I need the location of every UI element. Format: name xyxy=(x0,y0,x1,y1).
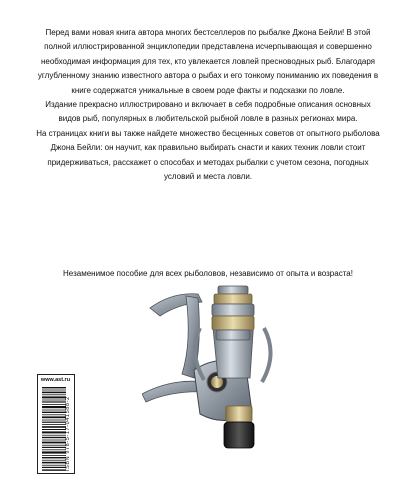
publisher-site: www.ast.ru xyxy=(40,377,71,383)
barcode xyxy=(42,387,66,471)
spinning-reel-illustration xyxy=(142,282,344,454)
blurb-paragraph-1: Перед вами новая книга автора многих бестселлеров по рыбалке Джона Бейли! В этой полной иллюстрированной энциклопедии представлена исчерпывающая и совершенно необходимая информация для тех, кто увлекается ловлей пресноводных рыб. Благодаря углубленному знанию известного автора о рыбах и его тонкому пониманию их поведения в книге содержатся уникальные в своем роде факты и подсказки по ловле. xyxy=(37,28,379,95)
isbn-number: ISBN 978-5-17-041588-2 xyxy=(65,396,71,471)
blurb xyxy=(36,26,380,184)
tagline: Незаменимое пособие для всех рыболовов, независимо от опыта и возраста! xyxy=(63,269,353,278)
blurb-paragraph-2: Издание прекрасно иллюстрировано и включает в себя подробные описания основных видов рыб, популярных в любительской рыбной ловле в разных регионах мира. xyxy=(45,100,371,124)
barcode-box xyxy=(37,374,75,474)
blurb-paragraph-3: На страницах книги вы также найдете множество бесценных советов от опытного рыболова Джона Бейли: он научит, как правильно выбирать снасти и каких техник ловли стоит придерживаться, расскажет о способах и методах рыбалки с учетом сезона, погодных условий и места ловли. xyxy=(36,128,380,182)
